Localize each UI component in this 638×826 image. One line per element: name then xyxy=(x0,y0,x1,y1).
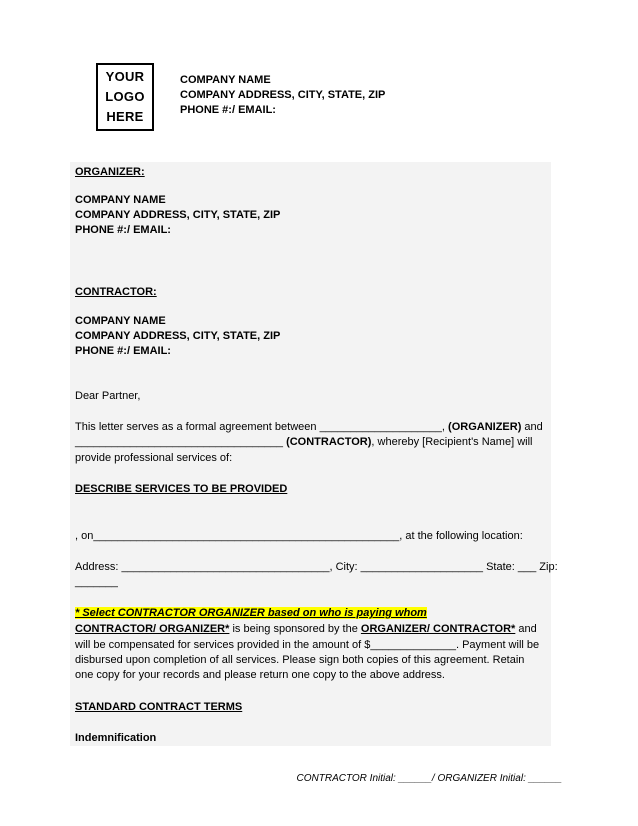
letterhead xyxy=(180,73,385,118)
payment-text: . Payment will be xyxy=(455,639,540,651)
sponsored-party: CONTRACTOR/ ORGANIZER* xyxy=(75,623,230,635)
organizer-label: (ORGANIZER) xyxy=(448,421,522,433)
date-line xyxy=(75,529,523,544)
sponsor-line xyxy=(75,622,537,637)
select-note-line xyxy=(75,606,427,621)
organizer-company-address: COMPANY ADDRESS, CITY, STATE, ZIP xyxy=(75,209,281,221)
zip-label: Zip: xyxy=(536,561,558,573)
header-company-address: COMPANY ADDRESS, CITY, STATE, ZIP xyxy=(180,89,386,101)
city-label: , City: xyxy=(329,561,361,573)
disbursement-line: disbursed upon completion of all services. Please sign both copies of this agreement. Retain xyxy=(75,654,525,666)
contractor-label: (CONTRACTOR) xyxy=(283,436,372,448)
address-line xyxy=(75,560,558,575)
location-text: , at the following location: xyxy=(399,530,523,542)
copy-line: one copy for your records and please return one copy to the above address. xyxy=(75,669,445,681)
zip-blank: _______ xyxy=(75,576,118,588)
intro-line-3: provide professional services of: xyxy=(75,452,233,464)
sponsor-and: and xyxy=(515,623,537,635)
compensation-line xyxy=(75,638,539,653)
on-text: , on xyxy=(75,530,94,542)
select-party-note: * Select CONTRACTOR ORGANIZER based on who is paying whom xyxy=(75,607,427,619)
contractor-phone-email: PHONE #:/ EMAIL: xyxy=(75,345,171,357)
terms-heading: STANDARD CONTRACT TERMS xyxy=(75,701,243,713)
intro-line-1 xyxy=(75,420,543,435)
contractor-heading: CONTRACTOR: xyxy=(75,286,157,298)
intro-comma: , xyxy=(441,421,449,433)
organizer-company-name: COMPANY NAME xyxy=(75,194,166,206)
state-blank: ___ xyxy=(517,561,537,573)
address-blank: __________________________________ xyxy=(121,561,330,573)
amount-blank: ______________ xyxy=(370,639,456,651)
header-phone-email: PHONE #:/ EMAIL: xyxy=(180,104,276,116)
initials-footer: CONTRACTOR Initial: ______/ ORGANIZER Initial: ______ xyxy=(296,773,562,784)
city-blank: ____________________ xyxy=(360,561,484,573)
intro-line-2 xyxy=(75,435,532,450)
logo-line-1: YOUR xyxy=(105,69,145,84)
address-label: Address: xyxy=(75,561,122,573)
date-blank: __________________________________________________ xyxy=(93,530,400,542)
intro-text: This letter serves as a formal agreement between xyxy=(75,421,320,433)
contractor-company-name: COMPANY NAME xyxy=(75,315,166,327)
logo-placeholder xyxy=(96,63,154,131)
compensation-text: will be compensated for services provided in the amount of $ xyxy=(75,639,371,651)
organizer-heading: ORGANIZER: xyxy=(75,166,145,178)
sponsor-party: ORGANIZER/ CONTRACTOR* xyxy=(360,623,516,635)
intro-whereby: , whereby [Recipient's Name] will xyxy=(371,436,533,448)
organizer-phone-email: PHONE #:/ EMAIL: xyxy=(75,224,171,236)
intro-and: and xyxy=(521,421,543,433)
services-heading: DESCRIBE SERVICES TO BE PROVIDED xyxy=(75,483,288,495)
contractor-name-blank: __________________________________ xyxy=(75,436,284,448)
greeting: Dear Partner, xyxy=(75,390,141,402)
state-label: State: xyxy=(483,561,518,573)
logo-line-2: LOGO xyxy=(105,89,145,104)
agreement-body xyxy=(70,162,558,746)
sponsor-text: is being sponsored by the xyxy=(229,623,361,635)
logo-line-3: HERE xyxy=(106,109,144,124)
header-company-name: COMPANY NAME xyxy=(180,74,271,86)
organizer-name-blank: ____________________ xyxy=(319,421,442,433)
indemnification-heading: Indemnification xyxy=(75,732,157,744)
contractor-company-address: COMPANY ADDRESS, CITY, STATE, ZIP xyxy=(75,330,281,342)
